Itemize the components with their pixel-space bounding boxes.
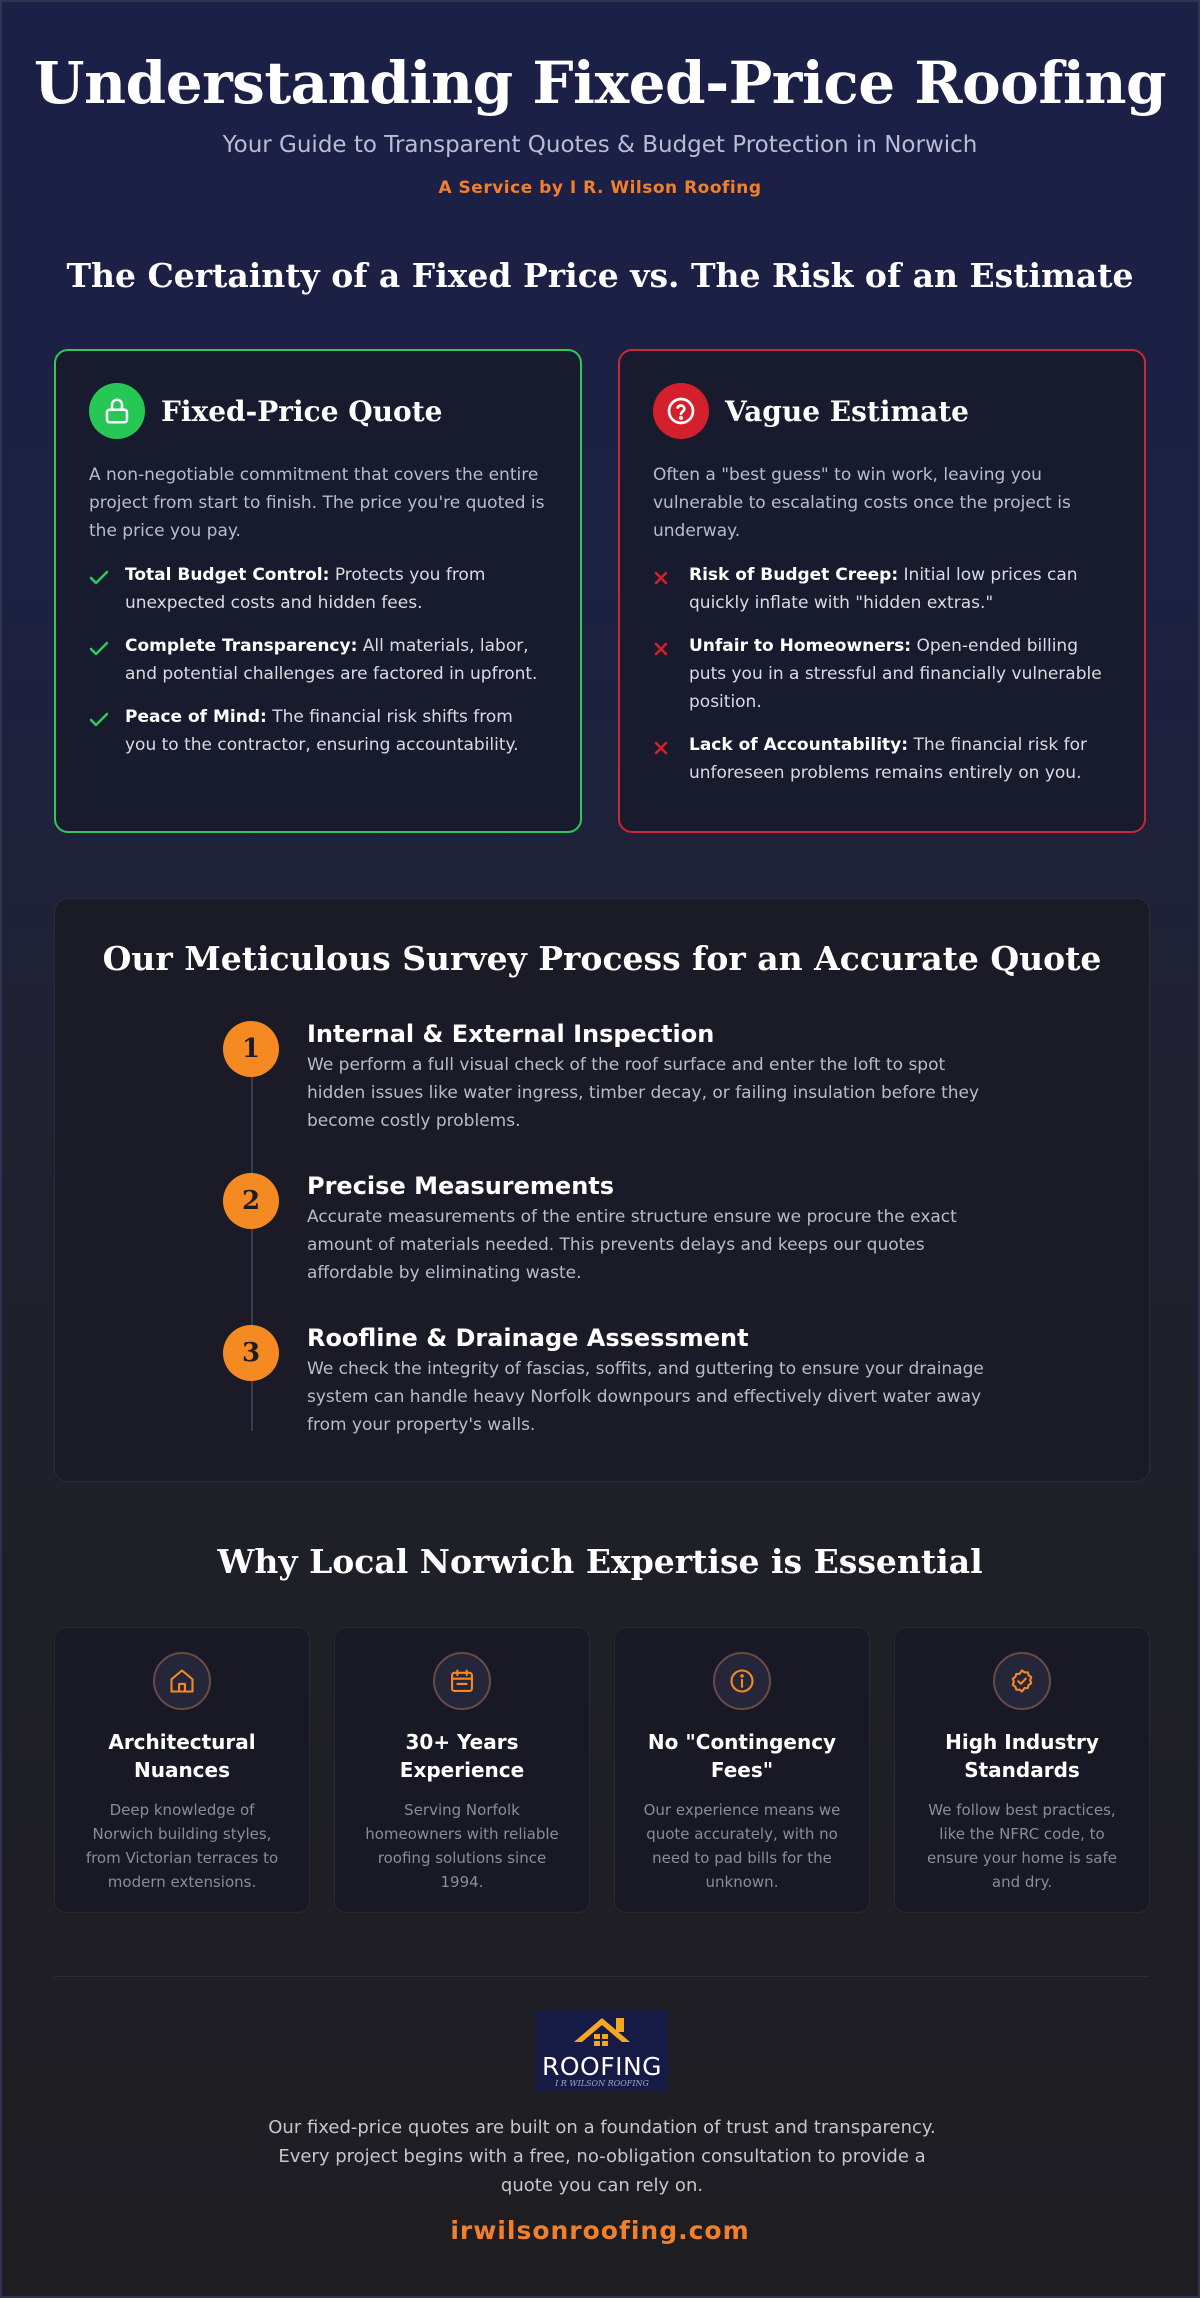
footer-divider [54,1976,1150,1977]
check-icon [89,632,125,666]
x-icon [653,731,689,765]
survey-steps [223,1021,1003,1477]
house-icon [153,1652,211,1710]
expertise-cards [54,1627,1150,1913]
benefit-label: Peace of Mind: [125,707,267,727]
page-title: Understanding Fixed-Price Roofing [33,49,1167,117]
expertise-text: Serving Norfolk homeowners with reliable roofing solutions since 1994. [365,1801,559,1891]
expertise-title: No "Contingency Fees" [647,1730,837,1782]
vague-estimate-description: Often a "best guess" to win work, leaving you vulnerable to escalating costs once the project is underway. [653,465,1071,541]
benefit-item [89,703,548,759]
benefit-text: Protects you from unexpected costs and hidden fees. [125,565,486,613]
risk-item [653,561,1112,617]
comparison [54,349,1146,833]
step-number: 3 [223,1325,279,1381]
fixed-price-title: Fixed-Price Quote [161,394,443,428]
risk-text: The financial risk for unforeseen problems remains entirely on you. [689,735,1087,783]
check-icon [89,703,125,737]
step-number: 1 [223,1021,279,1077]
expertise-title: Architectural Nuances [108,1730,256,1782]
step-number: 2 [223,1173,279,1229]
survey-step [223,1325,1003,1477]
risk-item [653,731,1112,787]
benefit-label: Total Budget Control: [125,565,330,585]
benefit-text: All materials, labor, and potential challenges are factored in upfront. [125,636,538,684]
benefit-item [89,632,548,688]
page-subtitle: Your Guide to Transparent Quotes & Budget Protection in Norwich [222,132,978,158]
company-logo [536,2010,668,2092]
benefit-label: Complete Transparency: [125,636,358,656]
expertise-text: We follow best practices, like the NFRC code, to ensure your home is safe and dry. [927,1801,1117,1891]
fixed-price-benefits [89,561,548,759]
step-text: We check the integrity of fascias, soffits, and guttering to ensure your drainage system can handle heavy Norfolk downpours and effectively divert water away from your property's walls. [307,1359,984,1435]
survey-step [223,1021,1003,1173]
expertise-card [894,1627,1150,1913]
expertise-title: High Industry Standards [945,1730,1099,1782]
header [2,2,1198,295]
risk-label: Unfair to Homeowners: [689,636,912,656]
expertise-card [54,1627,310,1913]
compare-title: The Certainty of a Fixed Price vs. The Risk of an Estimate [66,256,1134,295]
survey-process [54,898,1150,1482]
vague-estimate-risks [653,561,1112,787]
risk-label: Risk of Budget Creep: [689,565,899,585]
risk-item [653,632,1112,716]
website-link[interactable]: irwilsonroofing.com [450,2216,750,2245]
fixed-price-description: A non-negotiable commitment that covers the entire project from start to finish. The price you're quoted is the price you pay. [89,465,545,541]
roof-house-icon [536,2010,668,2056]
expertise-text: Deep knowledge of Norwich building styles, from Victorian terraces to modern extensions. [85,1801,279,1891]
expertise-title: 30+ Years Experience [399,1730,525,1782]
x-icon [653,561,689,595]
calendar-icon [433,1652,491,1710]
service-tagline: A Service by I R. Wilson Roofing [438,178,762,198]
check-icon [89,561,125,595]
question-icon [653,383,709,439]
step-title: Precise Measurements [307,1172,615,1200]
step-title: Roofline & Drainage Assessment [307,1324,749,1352]
risk-label: Lack of Accountability: [689,735,909,755]
badge-check-icon [993,1652,1051,1710]
survey-step [223,1173,1003,1325]
vague-estimate-title: Vague Estimate [725,394,969,428]
lock-icon [89,383,145,439]
step-text: We perform a full visual check of the roof surface and enter the loft to spot hidden issues like water ingress, timber decay, or failing insulation before they become costly problems. [307,1055,980,1131]
risk-text: Open-ended billing puts you in a stressful and financially vulnerable position. [689,636,1102,712]
benefit-text: The financial risk shifts from you to the contractor, ensuring accountability. [125,707,519,755]
fixed-price-card [54,349,582,833]
why-title: Why Local Norwich Expertise is Essential [217,1542,983,1581]
expertise-card [614,1627,870,1913]
benefit-item [89,561,548,617]
step-title: Internal & External Inspection [307,1020,715,1048]
step-text: Accurate measurements of the entire structure ensure we procure the exact amount of materials needed. This prevents delays and keeps our quotes affordable by eliminating waste. [307,1207,957,1283]
expertise-text: Our experience means we quote accurately, with no need to pad bills for the unknown. [643,1801,841,1891]
logo-subtitle: I R WILSON ROOFING [555,2079,649,2088]
x-icon [653,632,689,666]
expertise-card [334,1627,590,1913]
survey-title: Our Meticulous Survey Process for an Accurate Quote [102,939,1102,978]
footer-text: Our fixed-price quotes are built on a foundation of trust and transparency. Every project begins with a free, no-obligation consultation to provide a quote you can rely on. [268,2117,936,2196]
risk-text: Initial low prices can quickly inflate with "hidden extras." [689,565,1078,613]
info-icon [713,1652,771,1710]
vague-estimate-card [618,349,1146,833]
logo-wordmark: ROOFING [541,2052,663,2081]
